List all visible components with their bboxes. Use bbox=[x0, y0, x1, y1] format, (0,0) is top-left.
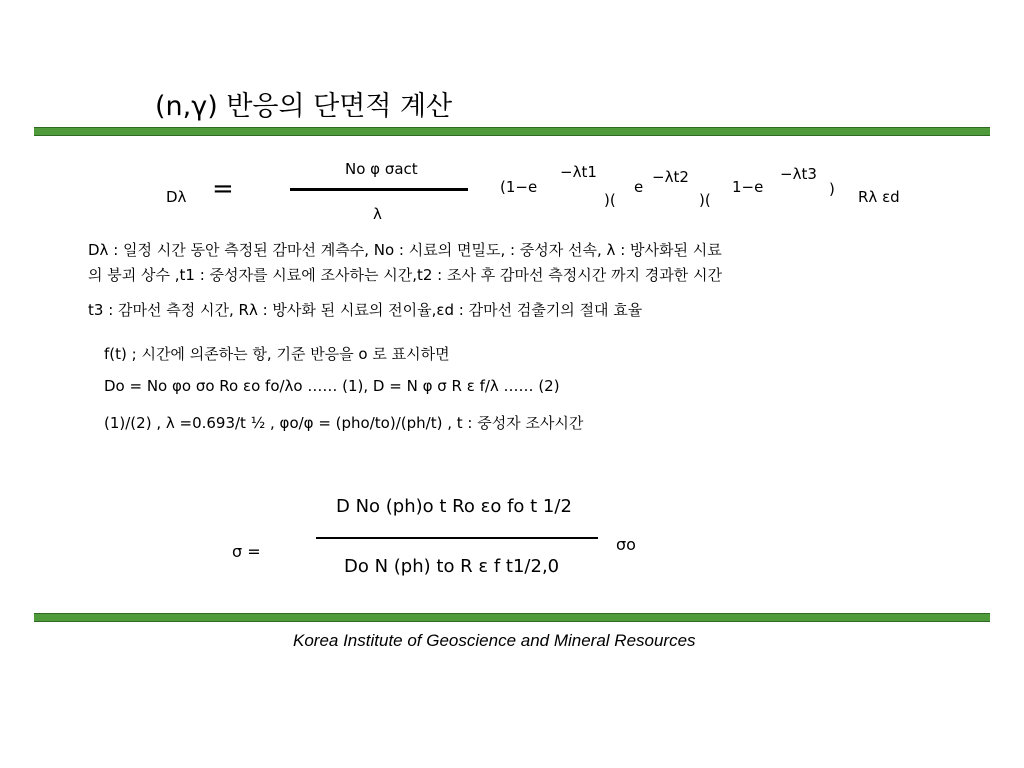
equation-lhs: Dλ bbox=[166, 188, 187, 206]
factor3-close: ) bbox=[829, 180, 835, 198]
footer-institution: Korea Institute of Geoscience and Mineral Resources bbox=[293, 631, 696, 650]
factor-separator-2: )( bbox=[699, 191, 711, 209]
derivation-line-2: Do = No φo σo Ro εo fo/λo …… (1), D = N φ σ R ε f/λ …… (2) bbox=[104, 377, 560, 395]
fraction-line bbox=[290, 188, 468, 191]
equation-numerator: No φ σact bbox=[345, 160, 418, 178]
exponent-2: −λt2 bbox=[652, 168, 689, 186]
exponent-1: −λt1 bbox=[560, 163, 597, 181]
page-title: (n,γ) 반응의 단면적 계산 bbox=[155, 91, 453, 122]
equation-denominator: λ bbox=[373, 205, 382, 223]
derivation-line-1: f(t) ; 시간에 의존하는 항, 기준 반응을 o 로 표시하면 bbox=[104, 345, 450, 363]
sigma-lhs: σ = bbox=[232, 542, 261, 561]
sigma-rhs: σo bbox=[616, 535, 636, 554]
exponent-3: −λt3 bbox=[780, 165, 817, 183]
derivation-line-3: (1)/(2) , λ =0.693/t ½ , φo/φ = (pho/to)/(ph/t) , t : 중성자 조사시간 bbox=[104, 414, 584, 432]
factor-separator-1: )( bbox=[604, 191, 616, 209]
sigma-fraction-line bbox=[316, 537, 598, 539]
factor1-open: (1−e bbox=[500, 178, 538, 196]
sigma-numerator: D No (ph)o t Ro εo fo t 1/2 bbox=[336, 496, 572, 517]
definitions-line-3: t3 : 감마선 측정 시간, Rλ : 방사화 된 시료의 전이율,εd : 감마선 검출기의 절대 효율 bbox=[88, 301, 643, 319]
factor3-open: 1−e bbox=[732, 178, 764, 196]
sigma-denominator: Do N (ph) to R ε f t1/2,0 bbox=[344, 556, 560, 577]
equation-tail: Rλ εd bbox=[858, 188, 900, 206]
definitions-line-2: 의 붕괴 상수 ,t1 : 중성자를 시료에 조사하는 시간,t2 : 조사 후 감마선 측정시간 까지 경과한 시간 bbox=[88, 266, 722, 284]
top-divider-bar bbox=[34, 127, 990, 136]
bottom-divider-bar bbox=[34, 613, 990, 622]
factor2-e: e bbox=[634, 178, 644, 196]
definitions-line-1: Dλ : 일정 시간 동안 측정된 감마선 계측수, No : 시료의 면밀도, : 중성자 선속, λ : 방사화된 시료 bbox=[88, 241, 722, 259]
equation-equals: = bbox=[212, 174, 234, 204]
